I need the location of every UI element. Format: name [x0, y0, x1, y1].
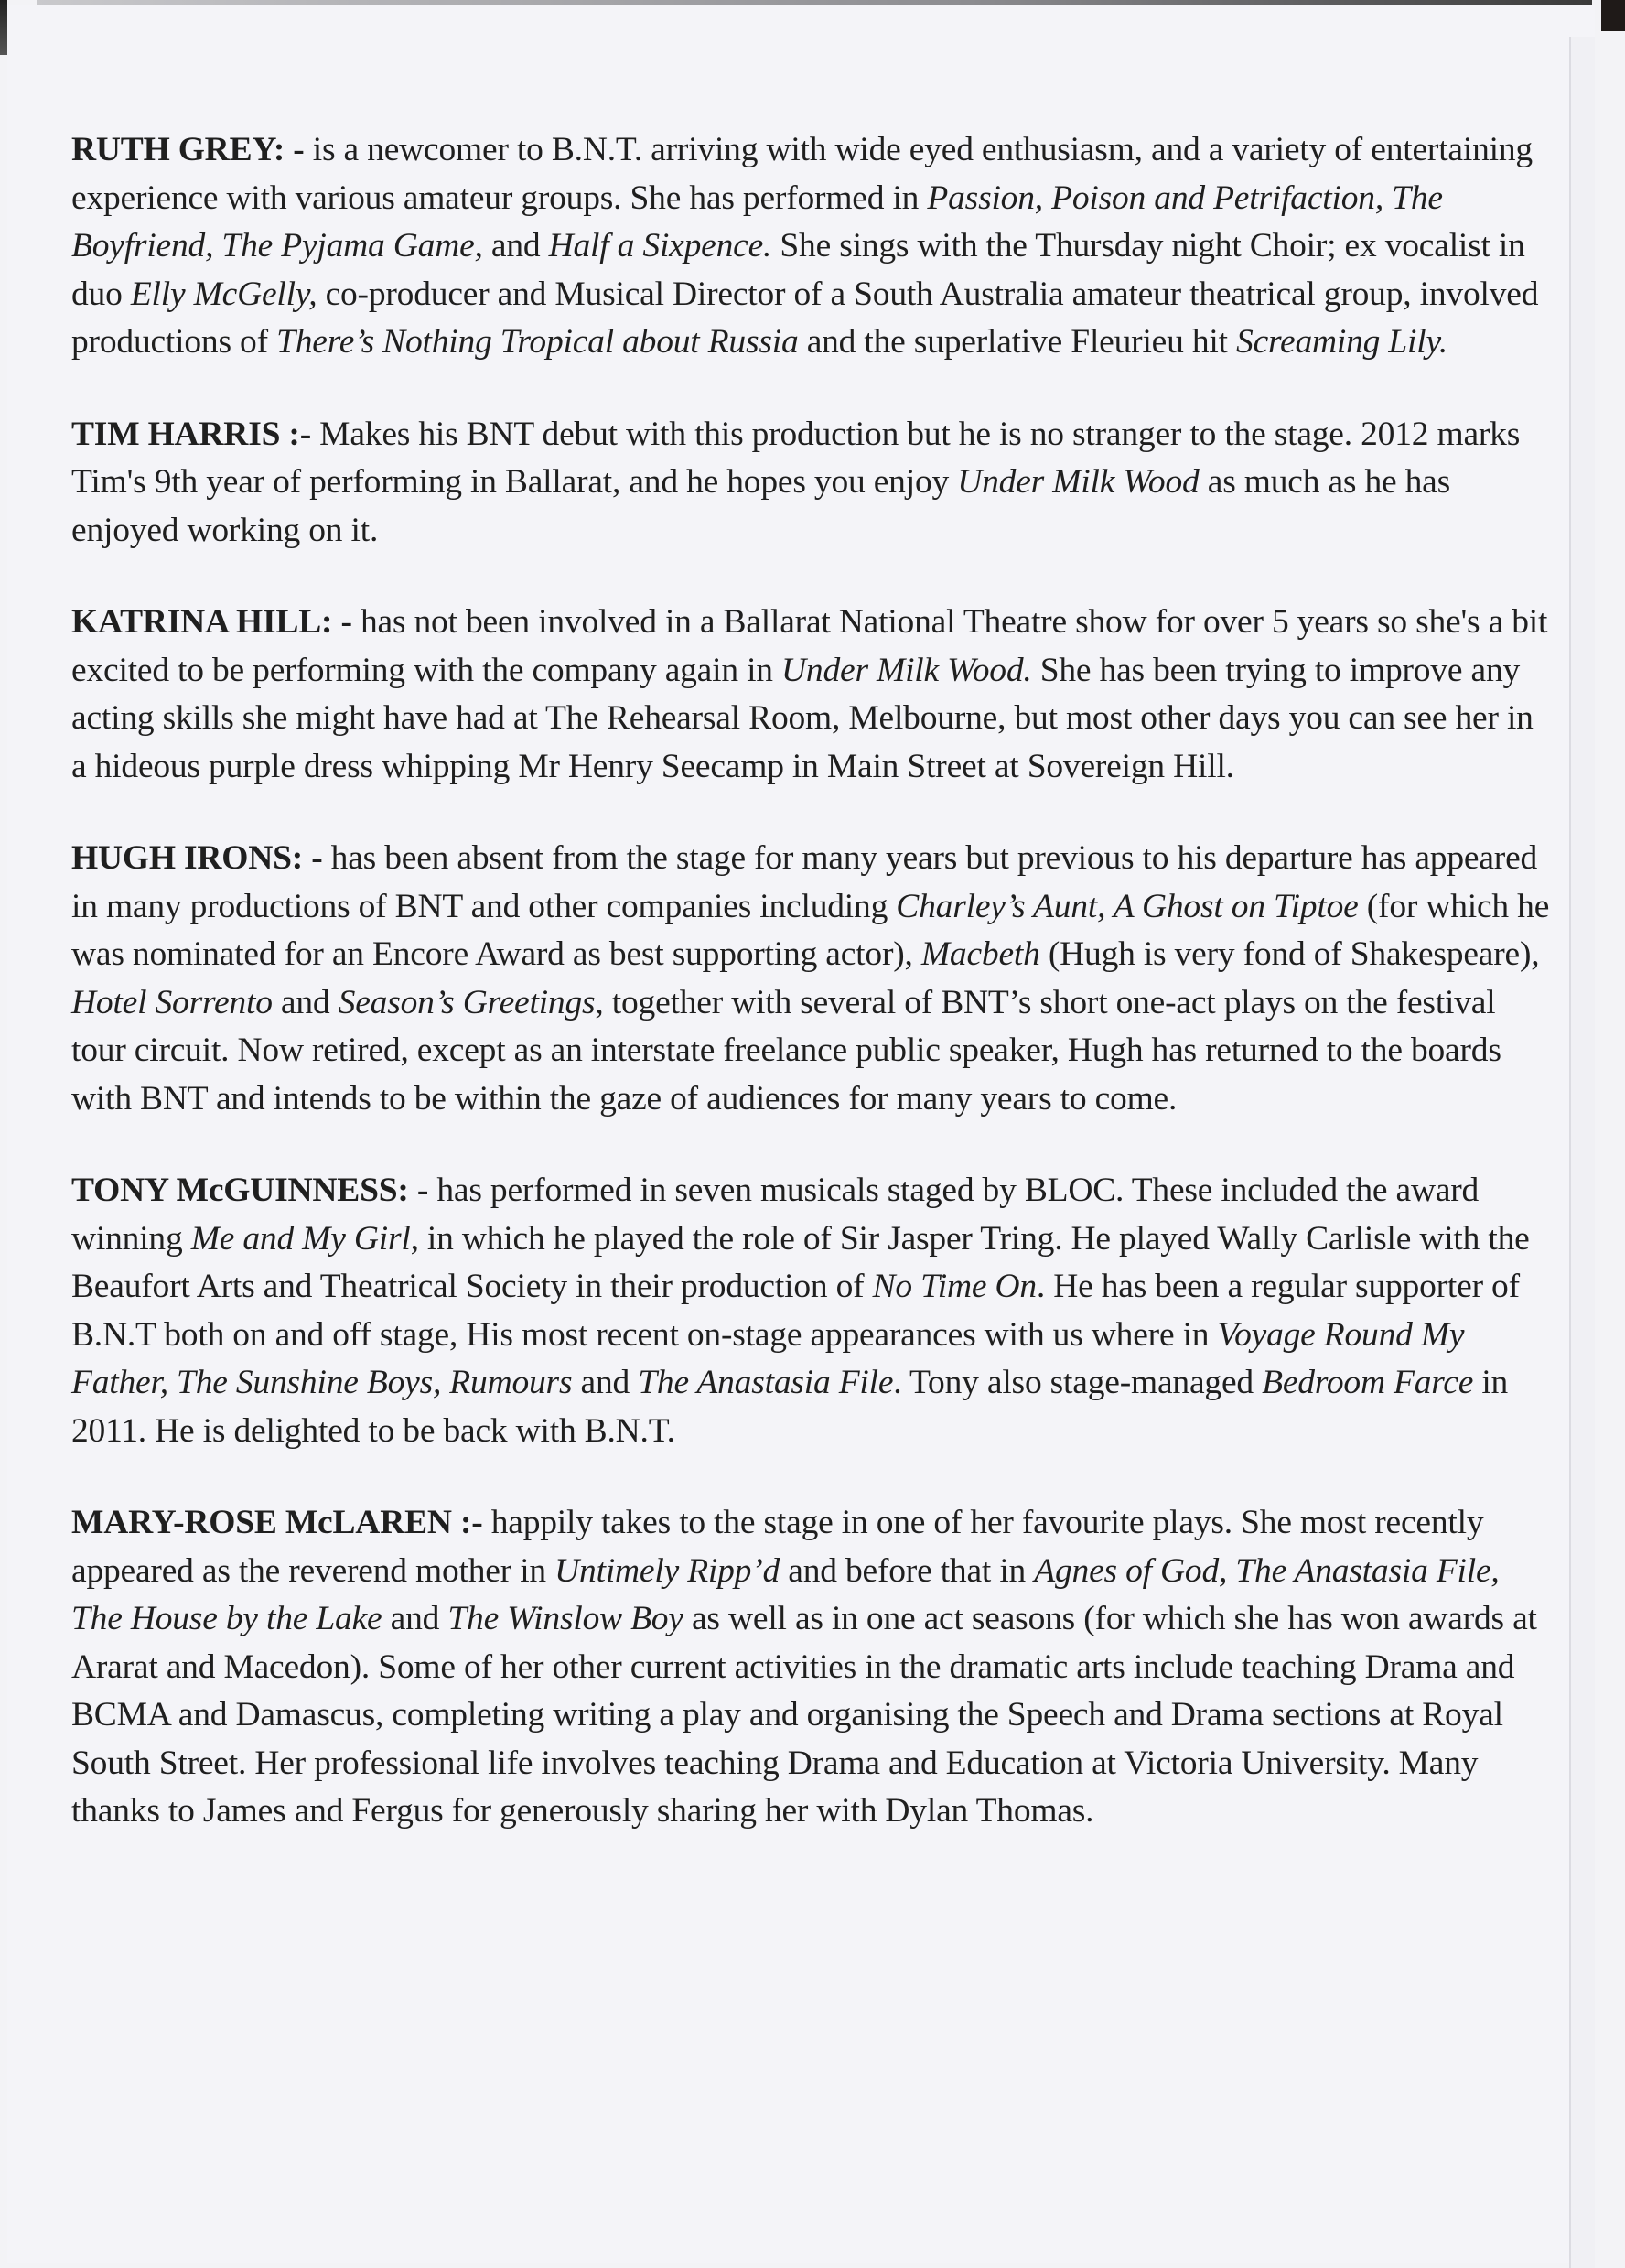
bio-mary-rose-mclaren [71, 1499, 1554, 1836]
bio-text: . Tony also stage-managed [893, 1364, 1263, 1401]
bio-text: is a newcomer to B.N.T. arriving with wide eyed enthusiasm, and a variety of entertaining experience with various amateur groups. She has performed in [71, 131, 1533, 217]
bio-text: , in which he played the role of Sir Jasper Tring. He played Wally Carlisle with the Beaufort Arts and Theatrical Society in their production of [71, 1219, 1530, 1305]
bio-tim-harris [71, 411, 1554, 556]
bio-name: MARY-ROSE McLAREN :- [71, 1504, 483, 1541]
bio-text: and before that in [780, 1551, 1035, 1590]
bio-title-italic: Voyage Round My Father, The Sunshine Boys, Rumours [71, 1315, 1465, 1401]
bio-text: and the superlative Fleurieu hit [798, 323, 1237, 361]
bio-text: in 2011. He is delighted to be back with B.N.T. [71, 1364, 1509, 1450]
bio-text: happily takes to the stage in one of her favourite plays. She most recently appeared as the reverend mother in [71, 1504, 1484, 1590]
bio-title-italic: Screaming Lily. [1236, 323, 1448, 361]
bio-text: has not been involved in a Ballarat National Theatre show for over 5 years so she's a bit excited to be performing with the company again in [71, 603, 1548, 689]
bio-text: and [382, 1600, 448, 1637]
bio-text: and [272, 983, 339, 1021]
bio-title-italic: The Anastasia File [638, 1364, 894, 1401]
bio-text: and [482, 227, 549, 265]
bio-title-italic: Bedroom Farce [1262, 1364, 1474, 1401]
bio-name: TONY McGUINNESS: - [71, 1172, 429, 1209]
bio-text: . He has been a regular supporter of B.N.T both on and off stage, His most recent on-stage appearances with us where in [71, 1268, 1520, 1354]
bio-text: and [572, 1364, 639, 1401]
bio-title-italic: The Winslow Boy [447, 1600, 683, 1637]
scan-edge-left [0, 0, 7, 55]
scan-edge-top [37, 0, 1592, 5]
bio-title-italic: There’s Nothing Tropical about Russia [276, 323, 799, 361]
bio-text: (Hugh is very fond of Shakespeare), [1039, 935, 1540, 973]
bio-hugh-irons [71, 835, 1554, 1123]
bio-text: has performed in seven musicals staged by BLOC. These included the award winning [71, 1172, 1480, 1258]
cast-biographies [71, 126, 1554, 1880]
bio-title-italic: Half a Sixpence. [548, 227, 772, 265]
bio-text: She has been trying to improve any acting skills she might have had at The Rehearsal Room, Melbourne, but most other days you can see her in a hideous purple dress whipping Mr Henry Seecamp in Main Street at Sovereign Hill. [71, 651, 1534, 785]
bio-title-italic: Macbeth [920, 935, 1040, 973]
bio-text: , together with several of BNT’s short one-act plays on the festival tour circuit. Now retired, except as an interstate freelance public speaker, Hugh has returned to the boards with BNT and intends to be within the gaze of audiences for many years to come. [71, 983, 1501, 1118]
page-edge-strip [1569, 37, 1595, 2268]
bio-name: TIM HARRIS :- [71, 415, 311, 453]
bio-ruth-grey [71, 126, 1554, 367]
bio-title-italic: Elly McGelly, [130, 275, 317, 313]
bio-title-italic: Under Milk Wood [957, 463, 1200, 501]
bio-name: HUGH IRONS: - [71, 839, 323, 877]
bio-text: has been absent from the stage for many years but previous to his departure has appeared in many productions of BNT and other companies including [71, 839, 1538, 925]
bio-title-italic: No Time On [872, 1268, 1037, 1305]
bio-title-italic: Passion, Poison and Petrifaction, The Boyfriend, The Pyjama Game, [71, 178, 1443, 265]
bio-text: She sings with the Thursday night Choir; ex vocalist in duo [71, 227, 1525, 313]
bio-title-italic: Agnes of God, The Anastasia File, The House by the Lake [71, 1551, 1500, 1637]
bio-tony-mcguinness [71, 1167, 1554, 1455]
bio-katrina-hill [71, 599, 1554, 791]
bio-title-italic: Hotel Sorrento [71, 983, 273, 1021]
bio-title-italic: Under Milk Wood. [781, 651, 1032, 689]
bio-title-italic: Untimely Ripp’d [554, 1551, 780, 1590]
bio-text: as well as in one act seasons (for which she has won awards at Ararat and Macedon). Some of her other current activities in the dramatic arts include teaching Drama and BCMA and Damascus, completing writing a play and organising the Speech and Drama sections at Royal South Street. Her professional life involves teaching Drama and Education at Victoria University. Many thanks to James and Fergus for generously sharing her with Dylan Thomas. [71, 1600, 1537, 1830]
bio-title-italic: Season’s Greetings [338, 983, 596, 1021]
bio-text: (for which he was nominated for an Encore Award as best supporting actor), [71, 887, 1550, 973]
bio-text: as much as he has enjoyed working on it. [71, 463, 1451, 549]
scan-corner-shadow [1601, 0, 1625, 31]
bio-title-italic: Charley’s Aunt, A Ghost on Tiptoe [896, 887, 1359, 925]
bio-title-italic: Me and My Girl [190, 1219, 411, 1258]
bio-name: KATRINA HILL: - [71, 603, 352, 641]
bio-text: Makes his BNT debut with this production but he is no stranger to the stage. 2012 marks Tim's 9th year of performing in Ballarat, and he hopes you enjoy [71, 415, 1521, 501]
bio-name: RUTH GREY: - [71, 131, 305, 168]
bio-text: co-producer and Musical Director of a South Australia amateur theatrical group, involved productions of [71, 275, 1539, 361]
